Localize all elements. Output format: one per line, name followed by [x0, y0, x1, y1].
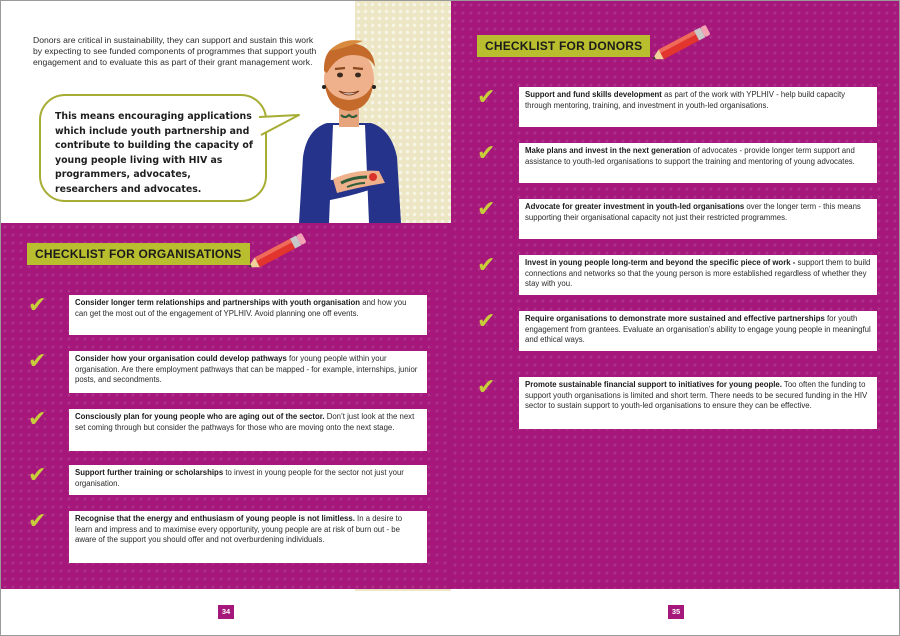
donor-checklist-item-1: [519, 87, 877, 127]
check-mark-icon: ✔: [28, 293, 47, 318]
speech-bubble: [39, 94, 267, 202]
check-mark-icon: ✔: [28, 407, 47, 432]
page-number-right: 35: [668, 605, 684, 619]
donors-checklist-heading: CHECKLIST FOR DONORS: [477, 35, 650, 57]
intro-paragraph: Donors are critical in sustainability, they can support and sustain this work by expecting to see funded components of programmes that support youth engagement and to evaluate this as part of their grant management work.: [33, 35, 317, 67]
item-text: over the longer term - this means supporting their organisational capacity not just their restricted programmes.: [525, 202, 861, 222]
check-mark-icon: ✔: [477, 253, 496, 278]
item-bold-text: Consider longer term relationships and partnerships with youth organisation: [75, 298, 361, 307]
organisations-checklist-heading: CHECKLIST FOR ORGANISATIONS: [27, 243, 250, 265]
check-mark-icon: ✔: [28, 463, 47, 488]
pencil-icon: [645, 25, 715, 65]
item-bold-text: Support further training or scholarships: [75, 468, 224, 477]
check-mark-icon: ✔: [28, 349, 47, 374]
donor-checklist-item-2: [519, 143, 877, 183]
donor-checklist-item-3: [519, 199, 877, 239]
check-mark-icon: ✔: [477, 85, 496, 110]
org-checklist-item-4: [69, 465, 427, 495]
pencil-icon: [241, 233, 311, 273]
org-checklist-item-3: [69, 409, 427, 451]
check-mark-icon: ✔: [477, 309, 496, 334]
speech-bubble-text: This means encouraging applications which include youth partnership and contribute to building the capacity of young people living with HIV as programmers, advocates, researchers and advocates.: [55, 111, 253, 195]
donor-checklist-item-5: [519, 311, 877, 351]
check-mark-icon: ✔: [477, 375, 496, 400]
item-bold-text: Promote sustainable financial support to initiatives for young people.: [525, 380, 782, 389]
item-bold-text: Require organisations to demonstrate more sustained and effective partnerships: [525, 314, 825, 323]
check-mark-icon: ✔: [477, 197, 496, 222]
item-text: Don’t just look at the next set coming through but consider the pathways for those who are moving onto the next stage.: [75, 412, 415, 432]
org-checklist-item-2: [69, 351, 427, 393]
item-text: as part of the work with YPLHIV - help build capacity through mentoring, training, and investment in youth-led organisations.: [525, 90, 846, 110]
item-bold-text: Consciously plan for young people who are aging out of the sector.: [75, 412, 325, 421]
donor-checklist-item-4: [519, 255, 877, 295]
item-bold-text: Recognise that the energy and enthusiasm of young people is not limitless.: [75, 514, 355, 523]
item-text: for youth engagement from grantees. Evaluate an organisation’s ability to engage young people in meaningful and ethical ways.: [525, 314, 871, 345]
item-bold-text: Make plans and invest in the next generation: [525, 146, 691, 155]
item-text: In a desire to learn and impress and to maximise every opportunity, young people are at risk of burn out - be aware of the support you should offer and not overburdening individuals.: [75, 514, 403, 545]
item-bold-text: Support and fund skills development: [525, 90, 662, 99]
young-man-illustration: [293, 37, 405, 223]
page-number-left: 34: [218, 605, 234, 619]
org-checklist-item-5: [69, 511, 427, 563]
item-text: support them to build connections and networks so that the young person is more established regardless of whether they stay with you.: [525, 258, 871, 289]
item-bold-text: Invest in young people long-term and beyond the specific piece of work -: [525, 258, 796, 267]
item-text: Too often the funding to support youth organisations is limited and short term. There needs to be secured funding in the HIV sector to sustain support to youth-led organisations to ensure they can be effective.: [525, 380, 868, 411]
check-mark-icon: ✔: [28, 509, 47, 534]
check-mark-icon: ✔: [477, 141, 496, 166]
item-text: to invest in young people for the sector not just your organisation.: [75, 468, 404, 488]
item-bold-text: Advocate for greater investment in youth-led organisations: [525, 202, 745, 211]
item-text: and how you can get the most out of the engagement of YPLHIV. Avoid planning one off events.: [75, 298, 407, 318]
item-bold-text: Consider how your organisation could develop pathways: [75, 354, 287, 363]
org-checklist-item-1: [69, 295, 427, 335]
item-text: of advocates - provide longer term support and assistance to youth-led organisations to support the training and mentoring of young advocates.: [525, 146, 855, 166]
donor-checklist-item-6: [519, 377, 877, 429]
item-text: for young people within your organisation. Are there employment pathways that can be mapped - for example, internships, junior posts, and secondments.: [75, 354, 418, 385]
